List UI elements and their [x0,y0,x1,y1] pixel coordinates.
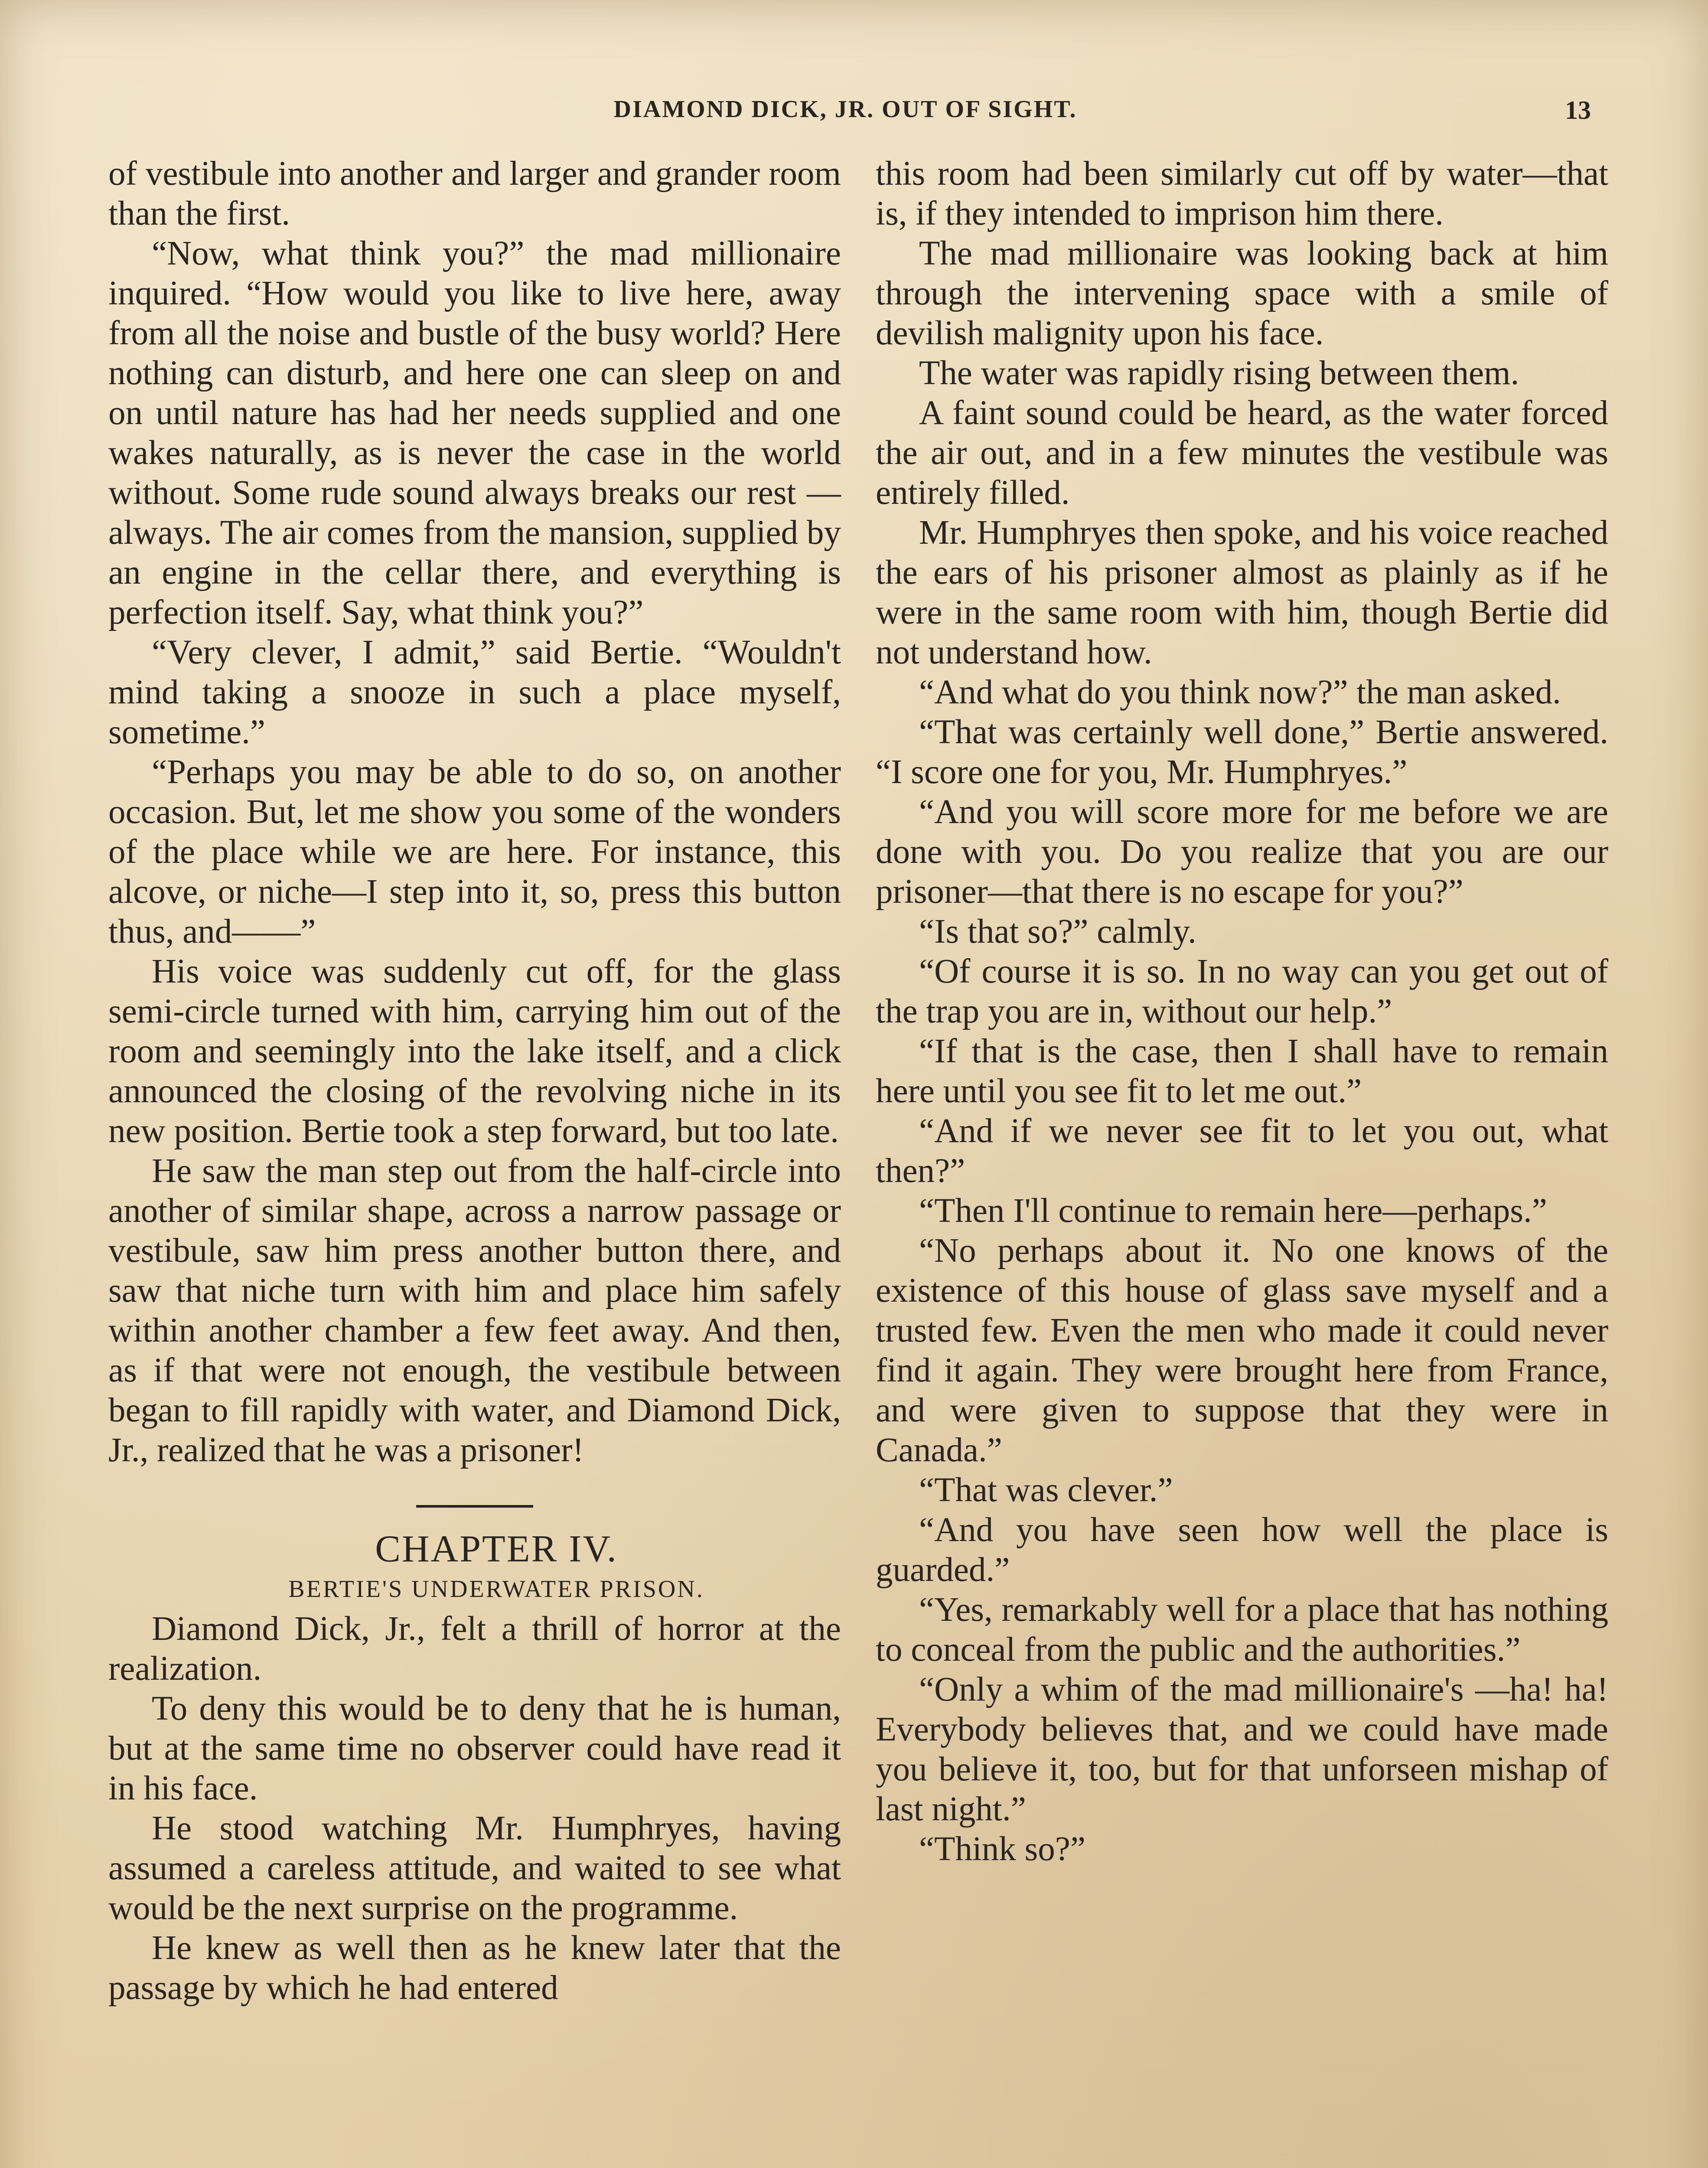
paragraph: “Is that so?” calmly. [919,913,1196,950]
paragraph: “Think so?” [919,1830,1085,1868]
paragraph: His voice was suddenly cut off, for the glass semi-circle turned with him, carrying him out of the room and seemingly into the lake itself, and a click announced the closing of the revolving niche in its new position. Bertie took a step forward, but too late. [108,953,841,1150]
chapter-heading: CHAPTER IV. [375,1528,618,1570]
paragraph: “Only a whim of the mad millionaire's —ha! ha! Everybody believes that, and we could have made you believe it, too, but for that unforseen mishap of last night.” [876,1671,1608,1828]
paragraph: The mad millionaire was looking back at him through the intervening space with a smile of devilish malignity upon his face. [876,235,1608,352]
paragraph: To deny this would be to deny that he is human, but at the same time no observer could have read it in his face. [108,1690,841,1807]
paragraph: Mr. Humphryes then spoke, and his voice reached the ears of his prisoner almost as plainly as if he were in the same room with him, though Bertie did not understand how. [876,514,1608,671]
chapter-subtitle: BERTIE'S UNDERWATER PRISON. [288,1576,704,1603]
paragraph: “And you will score more for me before we are done with you. Do you realize that you are our prisoner—that there is no escape for you?” [876,793,1608,911]
section-divider [416,1505,533,1508]
paragraph: He stood watching Mr. Humphryes, having assumed a careless attitude, and waited to see what would be the next surprise on the programme. [108,1809,841,1927]
paragraph: “Now, what think you?” the mad millionaire inquired. “How would you like to live here, away from all the noise and bustle of the busy world? Here nothing can disturb, and here one can sleep on and on until nature has had her needs supplied and one wakes naturally, as is never the case in the world without. Some rude sound always breaks our rest —always. The air comes from the mansion, supplied by an engine in the cellar there, and everything is perfection itself. Say, what think you?” [108,235,841,631]
running-head: DIAMOND DICK, JR. OUT OF SIGHT. [613,96,1077,123]
paragraph: “Perhaps you may be able to do so, on another occasion. But, let me show you some of the wonders of the place while we are here. For instance, this alcove, or niche—I step into it, so, press this button thus, and——” [108,753,841,950]
paragraph: “If that is the case, then I shall have to remain here until you see fit to let me out.” [876,1032,1608,1110]
paragraph: “And if we never see fit to let you out, what then?” [876,1112,1608,1190]
paragraph: “Very clever, I admit,” said Bertie. “Wouldn't mind taking a snooze in such a place myself, sometime.” [108,633,841,751]
right-column [876,154,1608,1869]
paragraph: “That was clever.” [919,1471,1173,1509]
paragraph: “And you have seen how well the place is guarded.” [876,1511,1608,1589]
paragraph: “Of course it is so. In no way can you get out of the trap you are in, without our help.” [876,953,1608,1030]
paragraph: The water was rapidly rising between them. [919,354,1519,392]
paragraph: Diamond Dick, Jr., felt a thrill of horror at the realization. [108,1610,841,1688]
paragraph: “Then I'll continue to remain here—perhaps.” [919,1192,1547,1230]
paragraph: “That was certainly well done,” Bertie answered. “I score one for you, Mr. Humphryes.” [876,713,1608,791]
paragraph: A faint sound could be heard, as the water forced the air out, and in a few minutes the vestibule was entirely filled. [876,394,1608,512]
paragraph: “No perhaps about it. No one knows of the existence of this house of glass save myself and a trusted few. Even the men who made it could never find it again. They were brought here from France, and were given to suppose that they were in Canada.” [876,1232,1608,1469]
paragraph: He saw the man step out from the half-circle into another of similar shape, across a narrow passage or vestibule, saw him press another button there, and saw that niche turn with him and place him safely within another chamber a few feet away. And then, as if that were not enough, the vestibule between began to fill rapidly with water, and Diamond Dick, Jr., realized that he was a prisoner! [108,1152,841,1469]
left-column [108,154,841,2008]
paragraph: “And what do you think now?” the man asked. [919,673,1561,711]
page-number: 13 [1565,96,1591,124]
paragraph: He knew as well then as he knew later that the passage by which he had entered [108,1929,841,2007]
paragraph: “Yes, remarkably well for a place that has nothing to conceal from the public and the authorities.” [876,1591,1608,1668]
paragraph: of vestibule into another and larger and grander room than the first. [108,155,841,232]
paragraph: this room had been similarly cut off by water—that is, if they intended to imprison him there. [876,155,1608,232]
